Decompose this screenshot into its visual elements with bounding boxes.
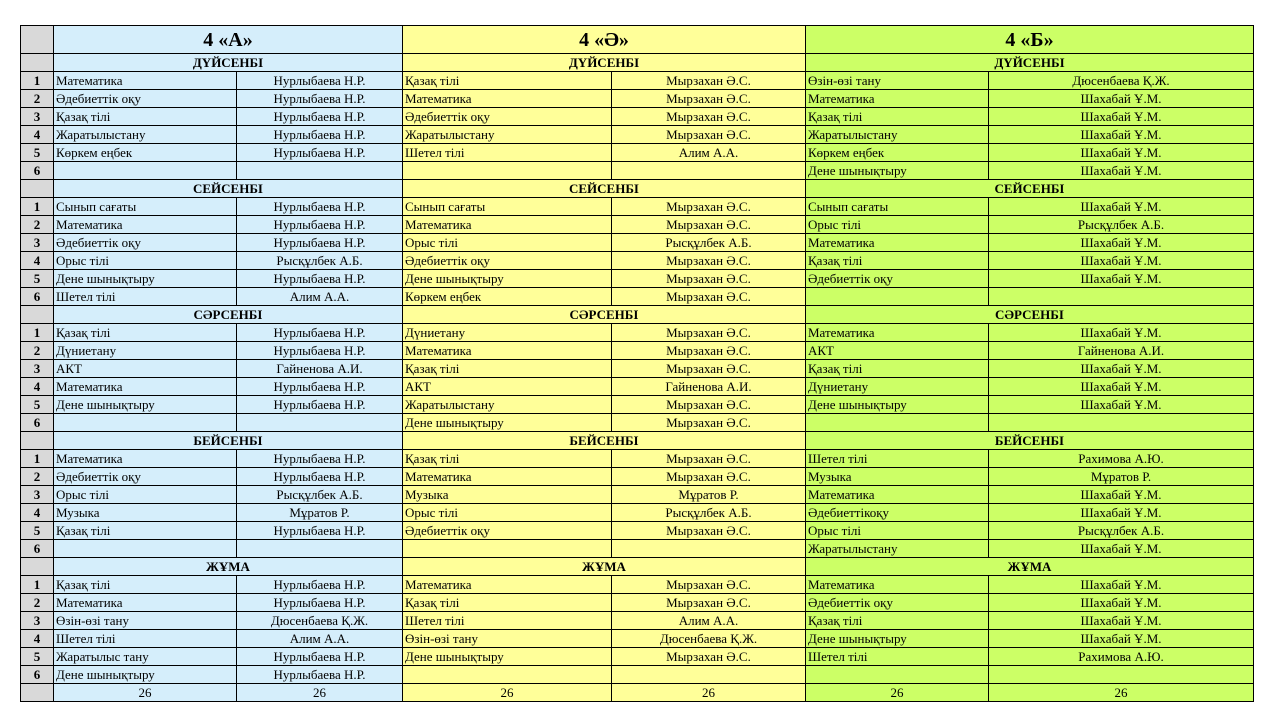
teacher-cell[interactable]: Нурлыбаева Н.Р. — [237, 378, 403, 396]
subject-cell[interactable]: АКТ — [806, 342, 989, 360]
subject-cell[interactable]: Әдебиеттік оқу — [54, 90, 237, 108]
teacher-cell[interactable]: Нурлыбаева Н.Р. — [237, 342, 403, 360]
lesson-number[interactable]: 5 — [21, 522, 54, 540]
subject-cell[interactable]: Әдебиеттік оқу — [806, 594, 989, 612]
teacher-cell[interactable]: Дюсенбаева Қ.Ж. — [989, 72, 1254, 90]
lesson-number[interactable]: 2 — [21, 90, 54, 108]
teacher-cell[interactable]: Мырзахан Ә.С. — [612, 252, 806, 270]
teacher-cell[interactable]: Мырзахан Ә.С. — [612, 72, 806, 90]
totals-row — [21, 684, 1254, 702]
lesson-row — [21, 468, 1254, 486]
corner-cell[interactable] — [21, 26, 54, 54]
teacher-cell[interactable]: Алим А.А. — [612, 144, 806, 162]
class-header[interactable]: 4 «Ә» — [403, 26, 806, 54]
subject-cell[interactable]: Қазақ тілі — [806, 108, 989, 126]
teacher-cell[interactable]: Мұратов Р. — [237, 504, 403, 522]
subject-cell[interactable]: Математика — [403, 576, 612, 594]
teacher-cell[interactable]: Гайненова А.И. — [612, 378, 806, 396]
lesson-row — [21, 594, 1254, 612]
subject-cell[interactable]: Көркем еңбек — [806, 144, 989, 162]
subject-cell[interactable]: Математика — [54, 450, 237, 468]
day-number-cell[interactable] — [21, 54, 54, 72]
lesson-number[interactable]: 6 — [21, 666, 54, 684]
day-header[interactable]: СЕЙСЕНБІ — [806, 180, 1254, 198]
subject-cell[interactable] — [403, 162, 612, 180]
lesson-number[interactable]: 1 — [21, 198, 54, 216]
lesson-row — [21, 144, 1254, 162]
day-header[interactable]: ДҮЙСЕНБІ — [806, 54, 1254, 72]
lesson-row — [21, 324, 1254, 342]
subject-cell[interactable]: Математика — [54, 72, 237, 90]
teacher-cell[interactable]: Дюсенбаева Қ.Ж. — [612, 630, 806, 648]
teacher-cell[interactable]: Мырзахан Ә.С. — [612, 216, 806, 234]
subject-cell[interactable]: Сынып сағаты — [54, 198, 237, 216]
day-header[interactable]: СӘРСЕНБІ — [806, 306, 1254, 324]
day-header-row — [21, 558, 1254, 576]
subject-cell[interactable] — [806, 666, 989, 684]
subject-cell[interactable]: Әдебиеттік оқу — [806, 270, 989, 288]
teacher-cell[interactable]: Шахабай Ұ.М. — [989, 270, 1254, 288]
lesson-number[interactable]: 5 — [21, 396, 54, 414]
lesson-number[interactable]: 2 — [21, 468, 54, 486]
total-cell[interactable]: 26 — [806, 684, 989, 702]
class-header[interactable]: 4 «А» — [54, 26, 403, 54]
teacher-cell[interactable]: Алим А.А. — [612, 612, 806, 630]
teacher-cell[interactable]: Мырзахан Ә.С. — [612, 648, 806, 666]
lesson-row — [21, 630, 1254, 648]
day-header[interactable]: СЕЙСЕНБІ — [54, 180, 403, 198]
teacher-cell[interactable] — [612, 666, 806, 684]
teacher-cell[interactable]: Мырзахан Ә.С. — [612, 594, 806, 612]
subject-cell[interactable]: Өзін-өзі тану — [403, 630, 612, 648]
teacher-cell[interactable]: Рахимова А.Ю. — [989, 450, 1254, 468]
teacher-cell[interactable]: Нурлыбаева Н.Р. — [237, 576, 403, 594]
subject-cell[interactable]: Дене шынықтыру — [806, 396, 989, 414]
teacher-cell[interactable]: Шахабай Ұ.М. — [989, 540, 1254, 558]
subject-cell[interactable]: Жаратылыстану — [806, 540, 989, 558]
lesson-number[interactable]: 3 — [21, 360, 54, 378]
teacher-cell[interactable]: Шахабай Ұ.М. — [989, 360, 1254, 378]
teacher-cell[interactable]: Шахабай Ұ.М. — [989, 324, 1254, 342]
teacher-cell[interactable]: Нурлыбаева Н.Р. — [237, 648, 403, 666]
teacher-cell[interactable]: Мырзахан Ә.С. — [612, 450, 806, 468]
subject-cell[interactable]: Дене шынықтыру — [54, 666, 237, 684]
day-number-cell[interactable] — [21, 306, 54, 324]
day-header-row — [21, 306, 1254, 324]
teacher-cell[interactable]: Нурлыбаева Н.Р. — [237, 468, 403, 486]
teacher-cell[interactable]: Нурлыбаева Н.Р. — [237, 324, 403, 342]
subject-cell[interactable] — [806, 414, 989, 432]
lesson-row — [21, 72, 1254, 90]
teacher-cell[interactable] — [612, 162, 806, 180]
day-number-cell[interactable] — [21, 432, 54, 450]
subject-cell[interactable]: Математика — [806, 90, 989, 108]
subject-cell[interactable]: Сынып сағаты — [403, 198, 612, 216]
subject-cell[interactable]: Көркем еңбек — [403, 288, 612, 306]
subject-cell[interactable]: Жаратылыстану — [403, 126, 612, 144]
teacher-cell[interactable]: Мырзахан Ә.С. — [612, 90, 806, 108]
day-header-row — [21, 432, 1254, 450]
subject-cell[interactable]: Музыка — [54, 504, 237, 522]
teacher-cell[interactable]: Шахабай Ұ.М. — [989, 252, 1254, 270]
lesson-row — [21, 270, 1254, 288]
teacher-cell[interactable]: Нурлыбаева Н.Р. — [237, 270, 403, 288]
subject-cell[interactable]: Жаратылыстану — [403, 396, 612, 414]
lesson-row — [21, 540, 1254, 558]
day-header-row — [21, 180, 1254, 198]
day-header[interactable]: СЕЙСЕНБІ — [403, 180, 806, 198]
subject-cell[interactable]: Математика — [403, 468, 612, 486]
teacher-cell[interactable]: Мұратов Р. — [612, 486, 806, 504]
lesson-row — [21, 288, 1254, 306]
subject-cell[interactable]: Математика — [806, 234, 989, 252]
subject-cell[interactable] — [806, 288, 989, 306]
subject-cell[interactable]: Орыс тілі — [54, 252, 237, 270]
subject-cell[interactable]: Дене шынықтыру — [403, 414, 612, 432]
teacher-cell[interactable]: Рысқұлбек А.Б. — [237, 252, 403, 270]
teacher-cell[interactable]: Шахабай Ұ.М. — [989, 198, 1254, 216]
day-header[interactable]: БЕЙСЕНБІ — [54, 432, 403, 450]
lesson-row — [21, 198, 1254, 216]
day-header[interactable]: СӘРСЕНБІ — [54, 306, 403, 324]
lesson-number[interactable]: 2 — [21, 342, 54, 360]
subject-cell[interactable]: АКТ — [54, 360, 237, 378]
teacher-cell[interactable]: Нурлыбаева Н.Р. — [237, 126, 403, 144]
subject-cell[interactable]: Математика — [806, 324, 989, 342]
teacher-cell[interactable]: Гайненова А.И. — [237, 360, 403, 378]
lesson-row — [21, 216, 1254, 234]
subject-cell[interactable]: Қазақ тілі — [403, 72, 612, 90]
teacher-cell[interactable]: Рысқұлбек А.Б. — [612, 504, 806, 522]
teacher-cell[interactable]: Шахабай Ұ.М. — [989, 576, 1254, 594]
subject-cell[interactable]: Әдебиеттікоқу — [806, 504, 989, 522]
subject-cell[interactable]: Әдебиеттік оқу — [54, 468, 237, 486]
subject-cell[interactable]: Орыс тілі — [403, 234, 612, 252]
teacher-cell[interactable]: Нурлыбаева Н.Р. — [237, 72, 403, 90]
subject-cell[interactable]: АКТ — [403, 378, 612, 396]
lesson-number[interactable]: 4 — [21, 252, 54, 270]
lesson-number[interactable]: 6 — [21, 162, 54, 180]
subject-cell[interactable] — [54, 162, 237, 180]
lesson-number[interactable]: 3 — [21, 234, 54, 252]
lesson-number[interactable]: 3 — [21, 108, 54, 126]
lesson-row — [21, 342, 1254, 360]
subject-cell[interactable]: Қазақ тілі — [54, 522, 237, 540]
totals-label-cell[interactable] — [21, 684, 54, 702]
lesson-row — [21, 378, 1254, 396]
teacher-cell[interactable]: Мырзахан Ә.С. — [612, 360, 806, 378]
teacher-cell[interactable]: Нурлыбаева Н.Р. — [237, 666, 403, 684]
lesson-row — [21, 666, 1254, 684]
lesson-number[interactable]: 2 — [21, 594, 54, 612]
subject-cell[interactable] — [54, 414, 237, 432]
subject-cell[interactable] — [54, 540, 237, 558]
teacher-cell[interactable]: Нурлыбаева Н.Р. — [237, 594, 403, 612]
day-header[interactable]: ДҮЙСЕНБІ — [403, 54, 806, 72]
subject-cell[interactable]: Қазақ тілі — [54, 324, 237, 342]
lesson-row — [21, 252, 1254, 270]
subject-cell[interactable]: Әдебиеттік оқу — [403, 252, 612, 270]
subject-cell[interactable]: Қазақ тілі — [806, 252, 989, 270]
subject-cell[interactable]: Математика — [403, 342, 612, 360]
subject-cell[interactable]: Әдебиеттік оқу — [403, 108, 612, 126]
subject-cell[interactable]: Әдебиеттік оқу — [54, 234, 237, 252]
subject-cell[interactable]: Математика — [54, 378, 237, 396]
subject-cell[interactable]: Дүниетану — [806, 378, 989, 396]
teacher-cell[interactable]: Рысқұлбек А.Б. — [989, 216, 1254, 234]
teacher-cell[interactable]: Мырзахан Ә.С. — [612, 468, 806, 486]
subject-cell[interactable]: Дене шынықтыру — [403, 270, 612, 288]
class-header[interactable]: 4 «Б» — [806, 26, 1254, 54]
total-cell[interactable]: 26 — [403, 684, 612, 702]
teacher-cell[interactable]: Мырзахан Ә.С. — [612, 270, 806, 288]
lesson-number[interactable]: 4 — [21, 126, 54, 144]
teacher-cell[interactable]: Шахабай Ұ.М. — [989, 504, 1254, 522]
lesson-number[interactable]: 4 — [21, 378, 54, 396]
teacher-cell[interactable]: Шахабай Ұ.М. — [989, 594, 1254, 612]
teacher-cell[interactable] — [989, 414, 1254, 432]
lesson-number[interactable]: 5 — [21, 648, 54, 666]
lesson-number[interactable]: 1 — [21, 450, 54, 468]
teacher-cell[interactable]: Мырзахан Ә.С. — [612, 198, 806, 216]
subject-cell[interactable]: Жаратылыстану — [806, 126, 989, 144]
subject-cell[interactable]: Математика — [54, 594, 237, 612]
day-header-row — [21, 54, 1254, 72]
teacher-cell[interactable]: Рысқұлбек А.Б. — [237, 486, 403, 504]
subject-cell[interactable]: Қазақ тілі — [806, 612, 989, 630]
subject-cell[interactable]: Математика — [54, 216, 237, 234]
subject-cell[interactable]: Өзін-өзі тану — [54, 612, 237, 630]
lesson-row — [21, 126, 1254, 144]
teacher-cell[interactable]: Нурлыбаева Н.Р. — [237, 198, 403, 216]
subject-cell[interactable]: Қазақ тілі — [54, 576, 237, 594]
subject-cell[interactable]: Әдебиеттік оқу — [403, 522, 612, 540]
subject-cell[interactable]: Математика — [403, 216, 612, 234]
subject-cell[interactable]: Жаратылыс тану — [54, 648, 237, 666]
subject-cell[interactable]: Дүниетану — [54, 342, 237, 360]
teacher-cell[interactable]: Шахабай Ұ.М. — [989, 90, 1254, 108]
subject-cell[interactable]: Дене шынықтыру — [806, 162, 989, 180]
teacher-cell[interactable]: Нурлыбаева Н.Р. — [237, 234, 403, 252]
teacher-cell[interactable]: Нурлыбаева Н.Р. — [237, 396, 403, 414]
teacher-cell[interactable]: Шахабай Ұ.М. — [989, 612, 1254, 630]
teacher-cell[interactable]: Алим А.А. — [237, 288, 403, 306]
lesson-row — [21, 504, 1254, 522]
teacher-cell[interactable]: Гайненова А.И. — [989, 342, 1254, 360]
teacher-cell[interactable]: Шахабай Ұ.М. — [989, 378, 1254, 396]
lesson-number[interactable]: 1 — [21, 324, 54, 342]
subject-cell[interactable]: Қазақ тілі — [403, 360, 612, 378]
lesson-row — [21, 648, 1254, 666]
teacher-cell[interactable]: Алим А.А. — [237, 630, 403, 648]
lesson-number[interactable]: 3 — [21, 486, 54, 504]
subject-cell[interactable]: Қазақ тілі — [403, 594, 612, 612]
subject-cell[interactable]: Жаратылыстану — [54, 126, 237, 144]
subject-cell[interactable]: Қазақ тілі — [54, 108, 237, 126]
subject-cell[interactable]: Шетел тілі — [403, 144, 612, 162]
teacher-cell[interactable] — [237, 162, 403, 180]
teacher-cell[interactable]: Мырзахан Ә.С. — [612, 396, 806, 414]
subject-cell[interactable]: Өзін-өзі тану — [806, 72, 989, 90]
day-header[interactable]: ЖҰМА — [54, 558, 403, 576]
total-cell[interactable]: 26 — [237, 684, 403, 702]
teacher-cell[interactable] — [237, 414, 403, 432]
lesson-number[interactable]: 4 — [21, 630, 54, 648]
teacher-cell[interactable]: Рысқұлбек А.Б. — [612, 234, 806, 252]
subject-cell[interactable]: Дене шынықтыру — [54, 270, 237, 288]
subject-cell[interactable] — [403, 666, 612, 684]
lesson-number[interactable]: 2 — [21, 216, 54, 234]
teacher-cell[interactable]: Нурлыбаева Н.Р. — [237, 90, 403, 108]
class-header-row — [21, 26, 1254, 54]
teacher-cell[interactable] — [989, 666, 1254, 684]
lesson-row — [21, 576, 1254, 594]
teacher-cell[interactable]: Шахабай Ұ.М. — [989, 234, 1254, 252]
teacher-cell[interactable]: Нурлыбаева Н.Р. — [237, 216, 403, 234]
subject-cell[interactable]: Шетел тілі — [806, 450, 989, 468]
teacher-cell[interactable]: Мұратов Р. — [989, 468, 1254, 486]
subject-cell[interactable]: Дене шынықтыру — [403, 648, 612, 666]
subject-cell[interactable]: Шетел тілі — [806, 648, 989, 666]
teacher-cell[interactable]: Мырзахан Ә.С. — [612, 126, 806, 144]
lesson-number[interactable]: 6 — [21, 540, 54, 558]
subject-cell[interactable]: Көркем еңбек — [54, 144, 237, 162]
subject-cell[interactable]: Музыка — [806, 468, 989, 486]
subject-cell[interactable]: Шетел тілі — [54, 630, 237, 648]
lesson-row — [21, 522, 1254, 540]
lesson-number[interactable]: 6 — [21, 288, 54, 306]
teacher-cell[interactable]: Мырзахан Ә.С. — [612, 324, 806, 342]
day-header[interactable]: ЖҰМА — [403, 558, 806, 576]
lesson-number[interactable]: 6 — [21, 414, 54, 432]
lesson-row — [21, 450, 1254, 468]
lesson-number[interactable]: 1 — [21, 576, 54, 594]
day-number-cell[interactable] — [21, 180, 54, 198]
lesson-number[interactable]: 4 — [21, 504, 54, 522]
lesson-number[interactable]: 5 — [21, 270, 54, 288]
teacher-cell[interactable]: Мырзахан Ә.С. — [612, 108, 806, 126]
day-header[interactable]: БЕЙСЕНБІ — [403, 432, 806, 450]
teacher-cell[interactable]: Шахабай Ұ.М. — [989, 144, 1254, 162]
teacher-cell[interactable]: Дюсенбаева Қ.Ж. — [237, 612, 403, 630]
subject-cell[interactable]: Орыс тілі — [54, 486, 237, 504]
subject-cell[interactable]: Орыс тілі — [403, 504, 612, 522]
subject-cell[interactable]: Дүниетану — [403, 324, 612, 342]
day-header[interactable]: ЖҰМА — [806, 558, 1254, 576]
teacher-cell[interactable]: Шахабай Ұ.М. — [989, 630, 1254, 648]
teacher-cell[interactable]: Нурлыбаева Н.Р. — [237, 522, 403, 540]
lesson-row — [21, 360, 1254, 378]
subject-cell[interactable]: Математика — [806, 576, 989, 594]
subject-cell[interactable]: Математика — [806, 486, 989, 504]
subject-cell[interactable]: Орыс тілі — [806, 522, 989, 540]
total-cell[interactable]: 26 — [612, 684, 806, 702]
teacher-cell[interactable]: Шахабай Ұ.М. — [989, 486, 1254, 504]
subject-cell[interactable]: Сынып сағаты — [806, 198, 989, 216]
subject-cell[interactable] — [403, 540, 612, 558]
subject-cell[interactable]: Шетел тілі — [54, 288, 237, 306]
teacher-cell[interactable]: Шахабай Ұ.М. — [989, 396, 1254, 414]
lesson-row — [21, 414, 1254, 432]
day-header[interactable]: ДҮЙСЕНБІ — [54, 54, 403, 72]
teacher-cell[interactable]: Нурлыбаева Н.Р. — [237, 144, 403, 162]
total-cell[interactable]: 26 — [54, 684, 237, 702]
teacher-cell[interactable]: Шахабай Ұ.М. — [989, 108, 1254, 126]
teacher-cell[interactable]: Мырзахан Ә.С. — [612, 342, 806, 360]
subject-cell[interactable]: Шетел тілі — [403, 612, 612, 630]
teacher-cell[interactable]: Мырзахан Ә.С. — [612, 288, 806, 306]
subject-cell[interactable]: Қазақ тілі — [806, 360, 989, 378]
teacher-cell[interactable] — [237, 540, 403, 558]
teacher-cell[interactable] — [612, 540, 806, 558]
lesson-number[interactable]: 5 — [21, 144, 54, 162]
teacher-cell[interactable]: Мырзахан Ә.С. — [612, 414, 806, 432]
timetable-sheet — [20, 25, 1254, 702]
lesson-number[interactable]: 1 — [21, 72, 54, 90]
lesson-row — [21, 486, 1254, 504]
teacher-cell[interactable]: Мырзахан Ә.С. — [612, 576, 806, 594]
day-header[interactable]: СӘРСЕНБІ — [403, 306, 806, 324]
day-header[interactable]: БЕЙСЕНБІ — [806, 432, 1254, 450]
lesson-row — [21, 396, 1254, 414]
teacher-cell[interactable]: Нурлыбаева Н.Р. — [237, 450, 403, 468]
subject-cell[interactable]: Музыка — [403, 486, 612, 504]
lesson-row — [21, 108, 1254, 126]
subject-cell[interactable]: Орыс тілі — [806, 216, 989, 234]
total-cell[interactable]: 26 — [989, 684, 1254, 702]
teacher-cell[interactable]: Нурлыбаева Н.Р. — [237, 108, 403, 126]
teacher-cell[interactable]: Шахабай Ұ.М. — [989, 162, 1254, 180]
lesson-row — [21, 162, 1254, 180]
day-number-cell[interactable] — [21, 558, 54, 576]
lesson-row — [21, 90, 1254, 108]
teacher-cell[interactable]: Рысқұлбек А.Б. — [989, 522, 1254, 540]
subject-cell[interactable]: Математика — [403, 90, 612, 108]
lesson-number[interactable]: 3 — [21, 612, 54, 630]
subject-cell[interactable]: Дене шынықтыру — [54, 396, 237, 414]
teacher-cell[interactable]: Рахимова А.Ю. — [989, 648, 1254, 666]
subject-cell[interactable]: Дене шынықтыру — [806, 630, 989, 648]
lesson-row — [21, 612, 1254, 630]
teacher-cell[interactable]: Шахабай Ұ.М. — [989, 126, 1254, 144]
teacher-cell[interactable]: Мырзахан Ә.С. — [612, 522, 806, 540]
teacher-cell[interactable] — [989, 288, 1254, 306]
lesson-row — [21, 234, 1254, 252]
subject-cell[interactable]: Қазақ тілі — [403, 450, 612, 468]
